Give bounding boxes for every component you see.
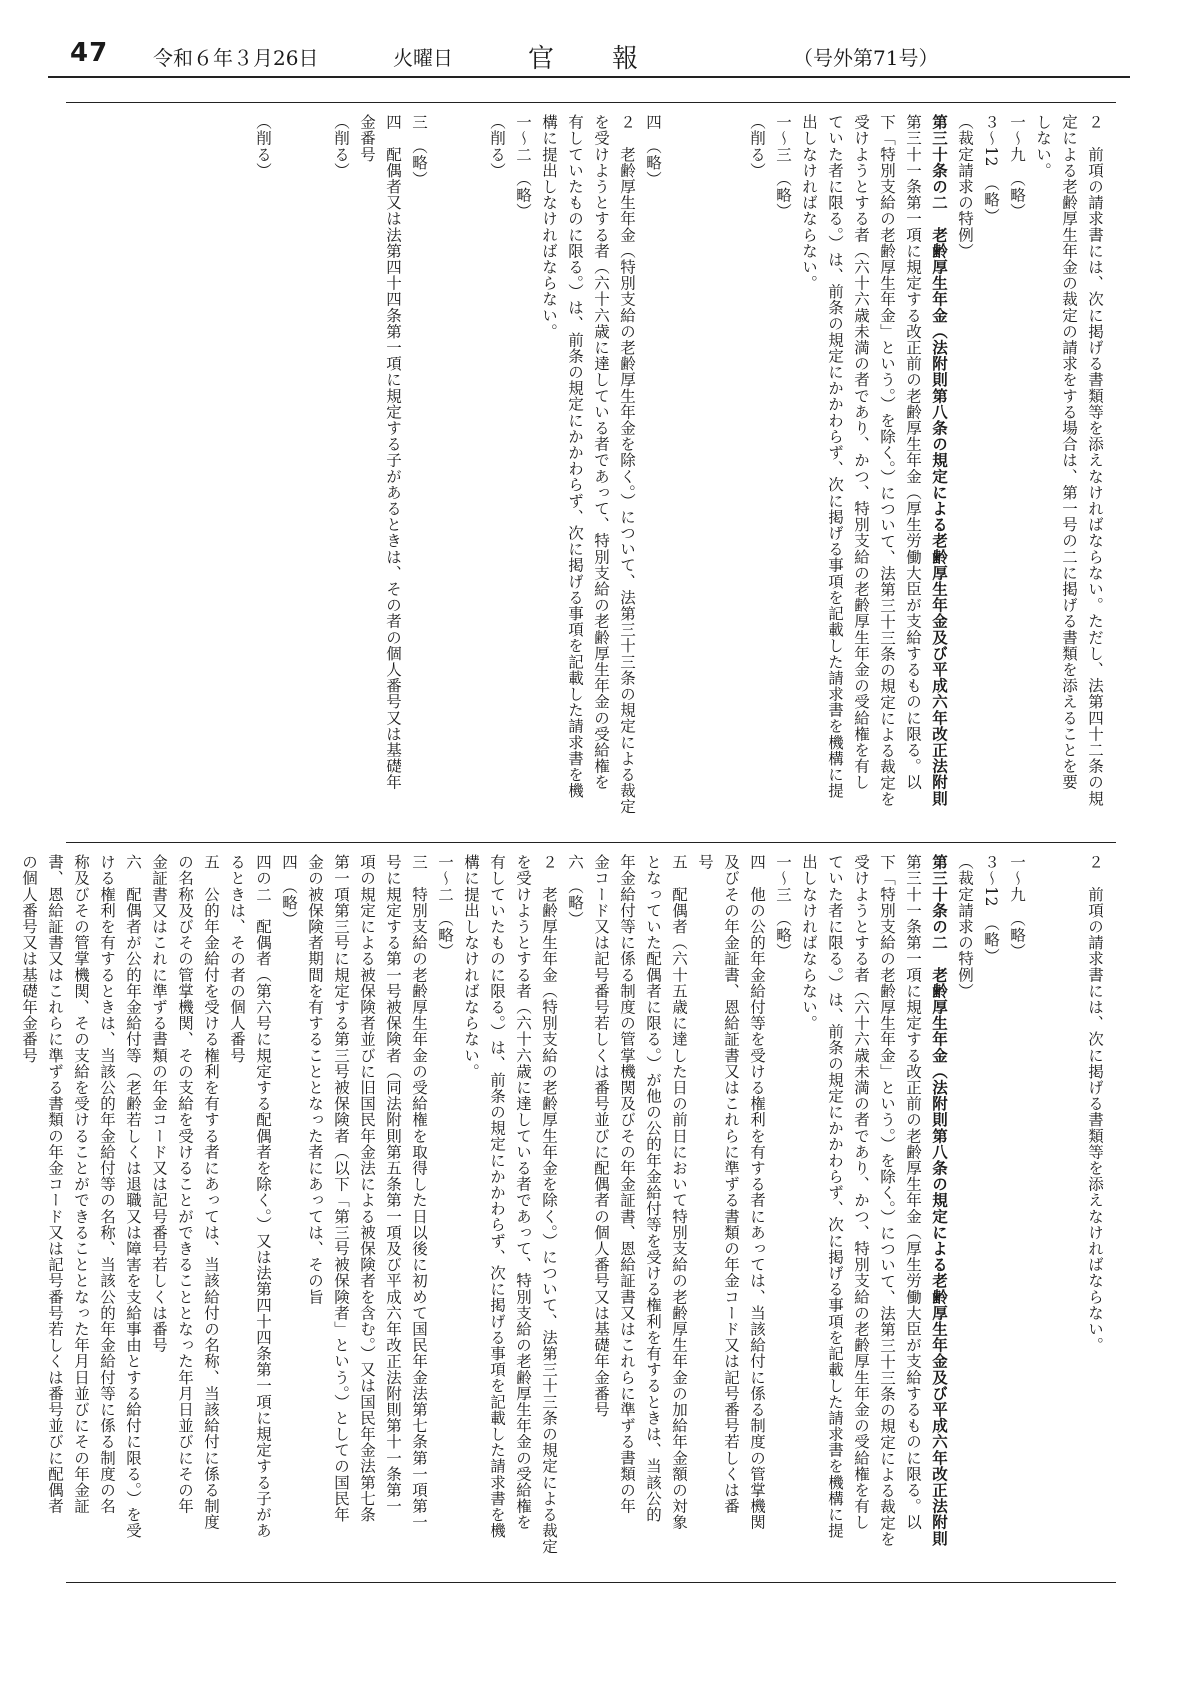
text-column: （削る） [748,114,766,179]
text-column: 一～二 （略） [514,114,532,219]
text-column: の名称及びその管掌機関、その支給を受けることができることとなった年月日並びにその年 [176,854,194,1515]
weekday: 火曜日 [393,46,453,70]
text-column: を受けようとする者（六十六歳に達している者であって、特別支給の老齢厚生年金の受給権を [514,854,532,1531]
text-column: 四の二 配偶者（第六号に規定する配偶者を除く。）又は法第四十四条第一項に規定する子があ [254,854,272,1539]
text-column [276,114,302,834]
page-header [48,38,1130,76]
text-column: ２ 前項の請求書には、次に掲げる書類等を添えなければならない。ただし、法第四十二条の規 [1086,114,1104,807]
text-column: （削る） [332,114,350,179]
issue-number: （号外第71号） [793,46,939,70]
text-column [458,114,484,834]
current-text-panel [20,854,1108,1574]
text-column: 四 （略） [280,854,298,927]
text-column: ていた者に限る。）は、前条の規定にかかわらず、次に掲げる事項を記載した請求書を機構に提 [826,114,844,799]
text-column: （削る） [488,114,506,179]
text-column: ２ 老齢厚生年金（特別支給の老齢厚生年金を除く。）について、法第三十三条の規定による裁定 [540,854,558,1555]
page-number: 47 [70,38,109,68]
text-column: 第三十一条第一項に規定する改正前の老齢厚生年金（厚生労働大臣が支給するものに限る。以 [904,854,922,1531]
text-column [692,114,718,834]
text-column: 有していたものに限る。）は、前条の規定にかかわらず、次に掲げる事項を記載した請求書を機 [488,854,506,1539]
text-column: 六 配偶者が公的年金給付等（老齢若しくは退職又は障害を支給事由とする給付に限る。）を受 [124,854,142,1539]
text-column [302,114,328,834]
text-column [666,114,692,834]
text-column: 第三十一条第一項に規定する改正前の老齢厚生年金（厚生労働大臣が支給するものに限る。以 [904,114,922,791]
text-column: 及びその年金証書、恩給証書又はこれらに準ずる書類の年金コード又は記号番号若しくは番 [722,854,740,1515]
top-panel-rule [66,102,1116,103]
text-column: 第三十条の二 老齢厚生年金（法附則第八条の規定による老齢厚生年金及び平成六年改正法附則 [930,114,949,807]
text-column: るときは、その者の個人番号 [228,854,246,1064]
text-column: を受けようとする者（六十六歳に達している者であって、特別支給の老齢厚生年金の受給権を [592,114,610,791]
text-column: ２ 前項の請求書には、次に掲げる書類等を添えなければならない。 [1086,854,1104,1354]
publication-name: 官報 [528,44,697,74]
text-column: 構に提出しなければならない。 [540,114,558,340]
text-column [718,114,744,834]
text-column: 受けようとする者（六十六歳未満の者であり、かつ、特別支給の老齢厚生年金の受給権を有し [852,114,870,791]
text-column: 有していたものに限る。）は、前条の規定にかかわらず、次に掲げる事項を記載した請求書を機 [566,114,584,799]
text-column: 金コード又は記号番号若しくは番号並びに配偶者の個人番号又は基礎年金番号 [592,854,610,1418]
text-column: となっていた配偶者に限る。）が他の公的年金給付等を受ける権利を有するときは、当該公的 [644,854,662,1523]
text-column: ける権利を有するときは、当該公的年金給付等の名称、当該公的年金給付等に係る制度の名 [98,854,116,1515]
text-column: 項の規定による被保険者並びに旧国民年金法による被保険者を含む。）又は国民年金法第七条 [358,854,376,1523]
text-column: 四 配偶者又は法第四十四条第一項に規定する子があるときは、その者の個人番号又は基礎年 [384,114,402,791]
text-column: 一～二 （略） [436,854,454,959]
text-column: 金証書又はこれに準ずる書類の年金コード又は記号番号若しくは番号 [150,854,168,1354]
text-column: 書、恩給証書又はこれらに準ずる書類の年金コード又は記号番号若しくは番号並びに配偶者 [46,854,64,1515]
text-column: 一～九 （略） [1008,114,1026,219]
text-column: 三 （略） [410,114,428,187]
text-column: 号 [696,854,714,871]
text-column: 一～三 （略） [774,114,792,219]
text-column: 一～三 （略） [774,854,792,959]
text-column: （削る） [254,114,272,179]
text-column [1030,854,1056,1574]
text-column: 出しなければならない。 [800,854,818,1032]
text-column: 称及びその管掌機関、その支給を受けることができることとなった年月日並びにその年金証 [72,854,90,1515]
text-column: 構に提出しなければならない。 [462,854,480,1080]
text-column: の個人番号又は基礎年金番号 [20,854,38,1064]
text-column: 下「特別支給の老齢厚生年金」という。）を除く。）について、法第三十三条の規定による裁定を [878,114,896,807]
text-column: 受けようとする者（六十六歳未満の者であり、かつ、特別支給の老齢厚生年金の受給権を有し [852,854,870,1531]
text-column: 定による老齢厚生年金の裁定の請求をする場合は、第一号の二に掲げる書類を添えることを要 [1060,114,1078,791]
text-column: 金番号 [358,114,376,163]
issue-date: 令和６年３月26日 [153,46,319,70]
bottom-panel-rule [66,1582,1116,1583]
text-column: 五 公的年金給付を受ける権利を有する者にあっては、当該給付の名称、当該給付に係る制度 [202,854,220,1531]
text-column: 第三十条の二 老齢厚生年金（法附則第八条の規定による老齢厚生年金及び平成六年改正法附則 [930,854,949,1547]
text-column: 一～九 （略） [1008,854,1026,959]
revised-text-panel [90,114,1108,834]
text-column: 六 （略） [566,854,584,927]
text-column [1056,854,1082,1574]
text-column: しない。 [1034,114,1052,179]
text-column: 下「特別支給の老齢厚生年金」という。）を除く。）について、法第三十三条の規定による裁定を [878,854,896,1547]
text-column: 金の被保険者期間を有することとなった者にあっては、その旨 [306,854,324,1305]
text-column: 号に規定する第一号被保険者（同法附則第五条第一項及び平成六年改正法附則第十一条第一 [384,854,402,1515]
text-column [432,114,458,834]
text-column: 三 特別支給の老齢厚生年金の受給権を取得した日以後に初めて国民年金法第七条第一項第一 [410,854,428,1531]
divider-rule [66,842,1116,843]
text-column: 四 （略） [644,114,662,187]
text-column: ３～12 （略） [982,114,1000,224]
text-column: 第一項第三号に規定する第三号被保険者（以下「第三号被保険者」という。）としての国民年 [332,854,350,1523]
text-column: ２ 老齢厚生年金（特別支給の老齢厚生年金を除く。）について、法第三十三条の規定による裁定 [618,114,636,815]
text-column: 四 他の公的年金給付等を受ける権利を有する者にあっては、当該給付に係る制度の管掌機関 [748,854,766,1531]
text-column: （裁定請求の特例） [956,854,974,999]
text-column: 出しなければならない。 [800,114,818,292]
text-column: （裁定請求の特例） [956,114,974,259]
text-column: ３～12 （略） [982,854,1000,964]
text-column: 年金給付等に係る制度の管掌機関及びその年金証書、恩給証書又はこれらに準ずる書類の年 [618,854,636,1515]
header-rule [48,76,1130,78]
text-column: ていた者に限る。）は、前条の規定にかかわらず、次に掲げる事項を記載した請求書を機構に提 [826,854,844,1539]
text-column: 五 配偶者（六十五歳に達した日の前日において特別支給の老齢厚生年金の加給年金額の対象 [670,854,688,1531]
